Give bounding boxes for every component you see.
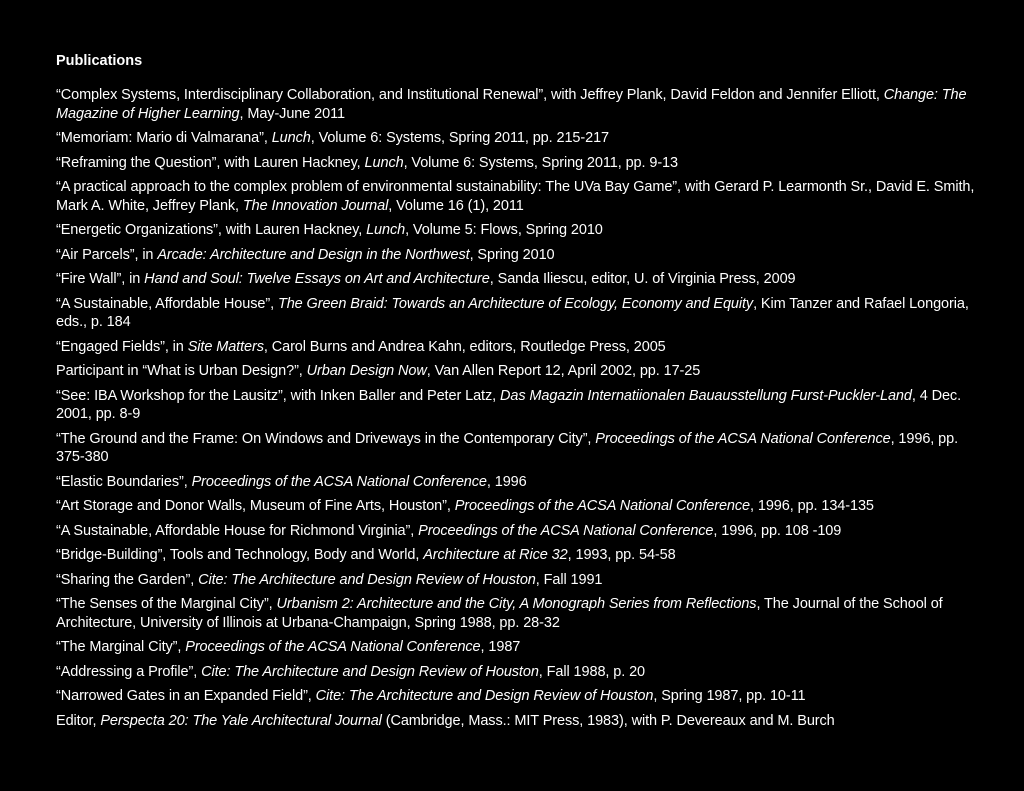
publication-text: , The Journal of the School of Architecture, University of Illinois at Urbana-Champaign, Spring 1988, pp. 28-32 bbox=[56, 596, 943, 631]
publication-text: , Sanda Iliescu, editor, U. of Virginia Press, 2009 bbox=[489, 271, 796, 287]
publication-entry bbox=[56, 221, 976, 240]
publication-text: “Complex Systems, Interdisciplinary Collaboration, and Institutional Renewal”, with Jeffrey Plank, David Feldon and Jennifer Elliott, bbox=[56, 87, 884, 103]
publication-text: , 1996, pp. 375-380 bbox=[56, 430, 959, 465]
publication-text: “Reframing the Question”, with Lauren Hackney, bbox=[56, 154, 365, 171]
publication-text: Participant in “What is Urban Design?”, bbox=[56, 363, 307, 379]
publication-entry bbox=[56, 246, 976, 265]
publication-text: , Fall 1988, p. 20 bbox=[538, 663, 646, 680]
publication-source-title: Proceedings of the ACSA National Conference bbox=[191, 473, 487, 490]
publication-list bbox=[56, 86, 976, 730]
publication-text: , Volume 5: Flows, Spring 2010 bbox=[405, 222, 603, 238]
publication-source-title: Cite: The Architecture and Design Review of Houston bbox=[198, 571, 536, 588]
publication-text: , 1996, pp. 134-135 bbox=[750, 498, 874, 514]
publication-entry bbox=[56, 295, 976, 332]
publication-source-title: Lunch bbox=[366, 222, 406, 238]
publication-text: “Air Parcels”, in bbox=[56, 246, 158, 263]
publication-text: , Van Allen Report 12, April 2002, pp. 17-25 bbox=[426, 363, 701, 379]
publication-source-title: Site Matters bbox=[187, 338, 264, 355]
publication-text: “Elastic Boundaries”, bbox=[56, 473, 192, 490]
publication-source-title: Cite: The Architecture and Design Review of Houston bbox=[315, 688, 654, 704]
publication-text: (Cambridge, Mass.: MIT Press, 1983), with P. Devereaux and M. Burch bbox=[381, 712, 835, 729]
publication-entry bbox=[56, 546, 976, 565]
publication-source-title: Cite: The Architecture and Design Review of Houston bbox=[201, 663, 539, 680]
publication-text: “A Sustainable, Affordable House”, bbox=[56, 295, 278, 312]
publication-text: “Engaged Fields”, in bbox=[56, 338, 188, 355]
publication-text: , 1987 bbox=[480, 639, 521, 655]
publication-text: “The Ground and the Frame: On Windows and Driveways in the Contemporary City”, bbox=[56, 430, 596, 447]
publication-text: , Carol Burns and Andrea Kahn, editors, Routledge Press, 2005 bbox=[263, 338, 666, 355]
publication-text: , Volume 6: Systems, Spring 2011, pp. 215-217 bbox=[310, 130, 610, 146]
publication-text: “The Marginal City”, bbox=[56, 639, 186, 655]
publication-entry bbox=[56, 595, 976, 632]
publication-text: , 1996, pp. 108 -109 bbox=[713, 522, 842, 539]
publication-text: “Sharing the Garden”, bbox=[56, 571, 199, 588]
publication-text: “See: IBA Workshop for the Lausitz”, with Inken Baller and Peter Latz, bbox=[56, 387, 500, 404]
page-title: Publications bbox=[56, 53, 143, 69]
publication-source-title: Proceedings of the ACSA National Conference bbox=[418, 522, 714, 539]
publication-text: , Volume 6: Systems, Spring 2011, pp. 9-13 bbox=[403, 154, 678, 171]
publication-text: “Addressing a Profile”, bbox=[56, 663, 202, 680]
publications-page bbox=[56, 52, 976, 736]
publication-source-title: The Green Braid: Towards an Architecture of Ecology, Economy and Equity bbox=[277, 295, 754, 312]
publication-entry bbox=[56, 178, 976, 215]
publication-entry bbox=[56, 362, 976, 381]
publication-source-title: Urbanism 2: Architecture and the City, A Monograph Series from Reflections bbox=[276, 596, 757, 612]
publication-source-title: The Innovation Journal bbox=[242, 197, 389, 214]
publication-source-title: Architecture at Rice 32 bbox=[423, 547, 568, 563]
publication-text: , May-June 2011 bbox=[239, 105, 345, 122]
publication-text: , Volume 16 (1), 2011 bbox=[388, 197, 524, 214]
publication-source-title: Perspecta 20: The Yale Architectural Journal bbox=[100, 712, 382, 729]
publication-text: “Energetic Organizations”, with Lauren Hackney, bbox=[56, 222, 367, 238]
publication-source-title: Lunch bbox=[364, 154, 404, 171]
publication-entry bbox=[56, 129, 976, 148]
publication-text: “Narrowed Gates in an Expanded Field”, bbox=[56, 688, 316, 704]
publication-text: , Spring 2010 bbox=[469, 246, 555, 263]
publication-text: “The Senses of the Marginal City”, bbox=[56, 596, 277, 612]
publication-entry bbox=[56, 663, 976, 682]
publication-text: , 4 Dec. 2001, pp. 8-9 bbox=[56, 387, 962, 422]
publication-source-title: Change: The Magazine of Higher Learning bbox=[56, 87, 967, 122]
publication-text: , 1996 bbox=[486, 473, 527, 490]
publication-entry bbox=[56, 522, 976, 541]
publication-text: “A practical approach to the complex problem of environmental sustainability: The UVa Bay Game”, with Gerard P. Learmonth Sr., David E. Smith, Mark A. White, Jeffrey Plank, bbox=[56, 179, 975, 214]
publication-entry bbox=[56, 638, 976, 657]
publication-entry bbox=[56, 154, 976, 173]
publication-text: , Fall 1991 bbox=[535, 571, 603, 588]
publication-source-title: Proceedings of the ACSA National Conference bbox=[595, 430, 891, 447]
publication-entry bbox=[56, 473, 976, 492]
publication-entry bbox=[56, 497, 976, 516]
publication-source-title: Proceedings of the ACSA National Conference bbox=[185, 639, 481, 655]
publication-text: “Fire Wall”, in bbox=[56, 271, 145, 287]
publication-entry bbox=[56, 687, 976, 706]
publication-text: , Spring 1987, pp. 10-11 bbox=[653, 688, 806, 704]
publication-text: “Bridge-Building”, Tools and Technology, Body and World, bbox=[56, 547, 424, 563]
publication-text: , Kim Tanzer and Rafael Longoria, eds., p. 184 bbox=[56, 295, 969, 330]
publication-text: “Memoriam: Mario di Valmarana”, bbox=[56, 130, 272, 146]
publication-text: “A Sustainable, Affordable House for Richmond Virginia”, bbox=[56, 522, 419, 539]
publication-entry bbox=[56, 571, 976, 590]
publication-entry bbox=[56, 270, 976, 289]
publication-source-title: Das Magazin Internatiionalen Bauausstellung Furst-Puckler-Land bbox=[499, 387, 912, 404]
publication-entry bbox=[56, 338, 976, 357]
publication-entry bbox=[56, 387, 976, 424]
publication-source-title: Urban Design Now bbox=[306, 363, 427, 379]
publication-text: “Art Storage and Donor Walls, Museum of Fine Arts, Houston”, bbox=[56, 498, 455, 514]
publication-entry bbox=[56, 430, 976, 467]
publication-text: Editor, bbox=[56, 712, 101, 729]
publication-source-title: Arcade: Architecture and Design in the Northwest bbox=[157, 246, 470, 263]
publication-text: , 1993, pp. 54-58 bbox=[567, 547, 676, 563]
publication-source-title: Lunch bbox=[271, 130, 311, 146]
publication-source-title: Hand and Soul: Twelve Essays on Art and Architecture bbox=[144, 271, 490, 287]
publication-entry bbox=[56, 712, 976, 731]
publication-entry bbox=[56, 86, 976, 123]
publication-source-title: Proceedings of the ACSA National Conference bbox=[454, 498, 750, 514]
